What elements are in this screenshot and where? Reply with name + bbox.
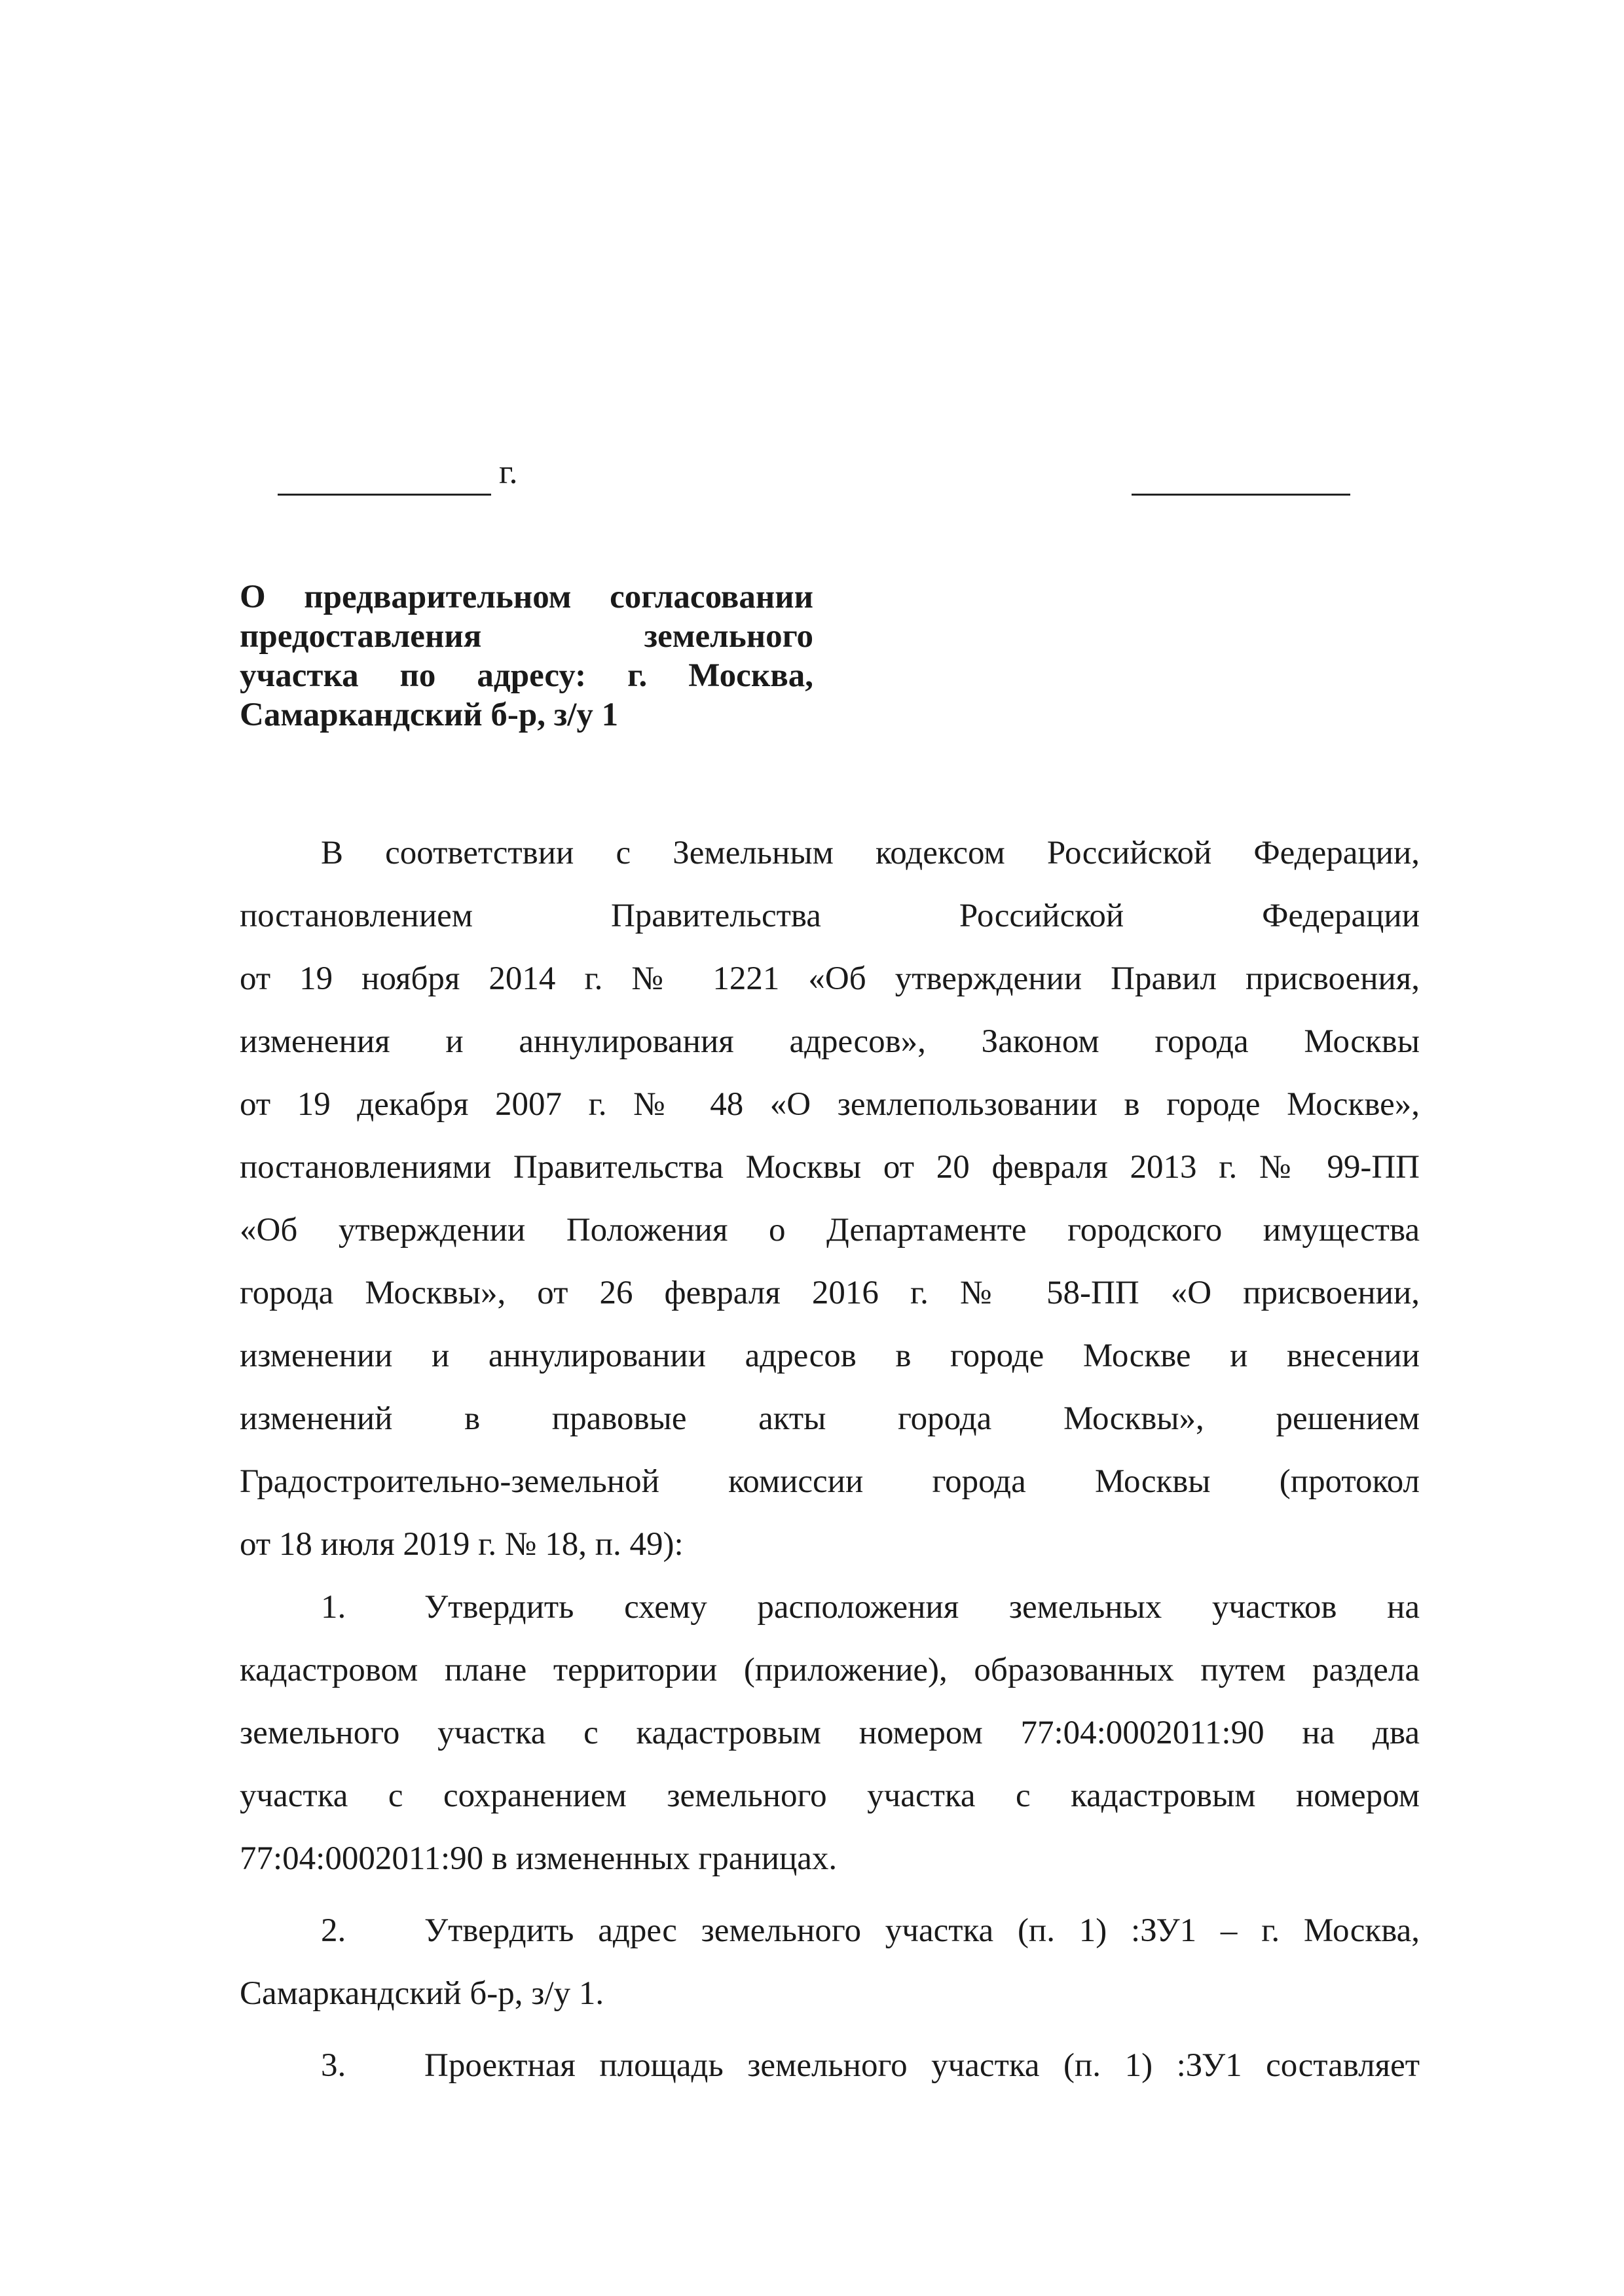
- title-line: О предварительном согласовании: [240, 579, 813, 615]
- item-text: Утвердить адрес земельного участка (п. 1) :ЗУ1 – г. Москва,: [424, 1912, 1420, 1949]
- item-first-line: [240, 1576, 1420, 1639]
- item-text: Проектная площадь земельного участка (п. 1) :ЗУ1 составляет: [424, 2047, 1420, 2084]
- title-line: участка по адресу: г. Москва,: [240, 657, 813, 694]
- numbered-item-3: [240, 2034, 1420, 2097]
- item-number: 1.: [321, 1589, 346, 1626]
- preamble-line: города Москвы», от 26 февраля 2016 г. № 58-ПП «О присвоении,: [240, 1275, 1420, 1311]
- item-text: Утвердить схему расположения земельных участков на: [424, 1589, 1420, 1626]
- item-first-line: [240, 2034, 1420, 2097]
- item-number: 3.: [321, 2047, 346, 2084]
- preamble-line: от 18 июля 2019 г. № 18, п. 49):: [240, 1526, 684, 1563]
- item-line: 77:04:0002011:90 в измененных границах.: [240, 1840, 838, 1877]
- item-line: земельного участка с кадастровым номером 77:04:0002011:90 на два: [240, 1715, 1420, 1751]
- preamble-line: «Об утверждении Положения о Департаменте городского имущества: [240, 1212, 1420, 1248]
- item-line: кадастровом плане территории (приложение), образованных путем раздела: [240, 1652, 1420, 1688]
- preamble-line: В соответствии с Земельным кодексом Российской Федерации,: [321, 835, 1420, 871]
- document-title: [240, 577, 813, 735]
- document-number-blank-line: [1132, 494, 1350, 496]
- item-first-line: [240, 1899, 1420, 1962]
- numbered-item-1: [240, 1576, 1420, 1890]
- title-line: предоставления земельного: [240, 618, 813, 655]
- preamble-line: от 19 декабря 2007 г. № 48 «О землепользовании в городе Москве»,: [240, 1086, 1420, 1123]
- date-suffix: г.: [499, 454, 518, 491]
- date-blank-line: [278, 494, 491, 496]
- preamble-line: постановлением Правительства Российской Федерации: [240, 898, 1420, 934]
- item-line: участка с сохранением земельного участка с кадастровым номером: [240, 1777, 1420, 1814]
- document-body: [240, 822, 1420, 2097]
- item-number: 2.: [321, 1912, 346, 1949]
- item-line: Самаркандский б-р, з/у 1.: [240, 1975, 604, 2012]
- preamble-paragraph: [240, 822, 1420, 1576]
- preamble-line: Градостроительно-земельной комиссии города Москвы (протокол: [240, 1463, 1420, 1500]
- title-line: Самаркандский б-р, з/у 1: [240, 697, 619, 733]
- numbered-item-2: [240, 1899, 1420, 2025]
- preamble-line: от 19 ноября 2014 г. № 1221 «Об утверждении Правил присвоения,: [240, 960, 1420, 997]
- preamble-line: изменения и аннулирования адресов», Законом города Москвы: [240, 1023, 1420, 1060]
- preamble-line: изменении и аннулировании адресов в городе Москве и внесении: [240, 1338, 1420, 1374]
- preamble-line: постановлениями Правительства Москвы от 20 февраля 2013 г. № 99-ПП: [240, 1149, 1420, 1186]
- preamble-line: изменений в правовые акты города Москвы», решением: [240, 1400, 1420, 1437]
